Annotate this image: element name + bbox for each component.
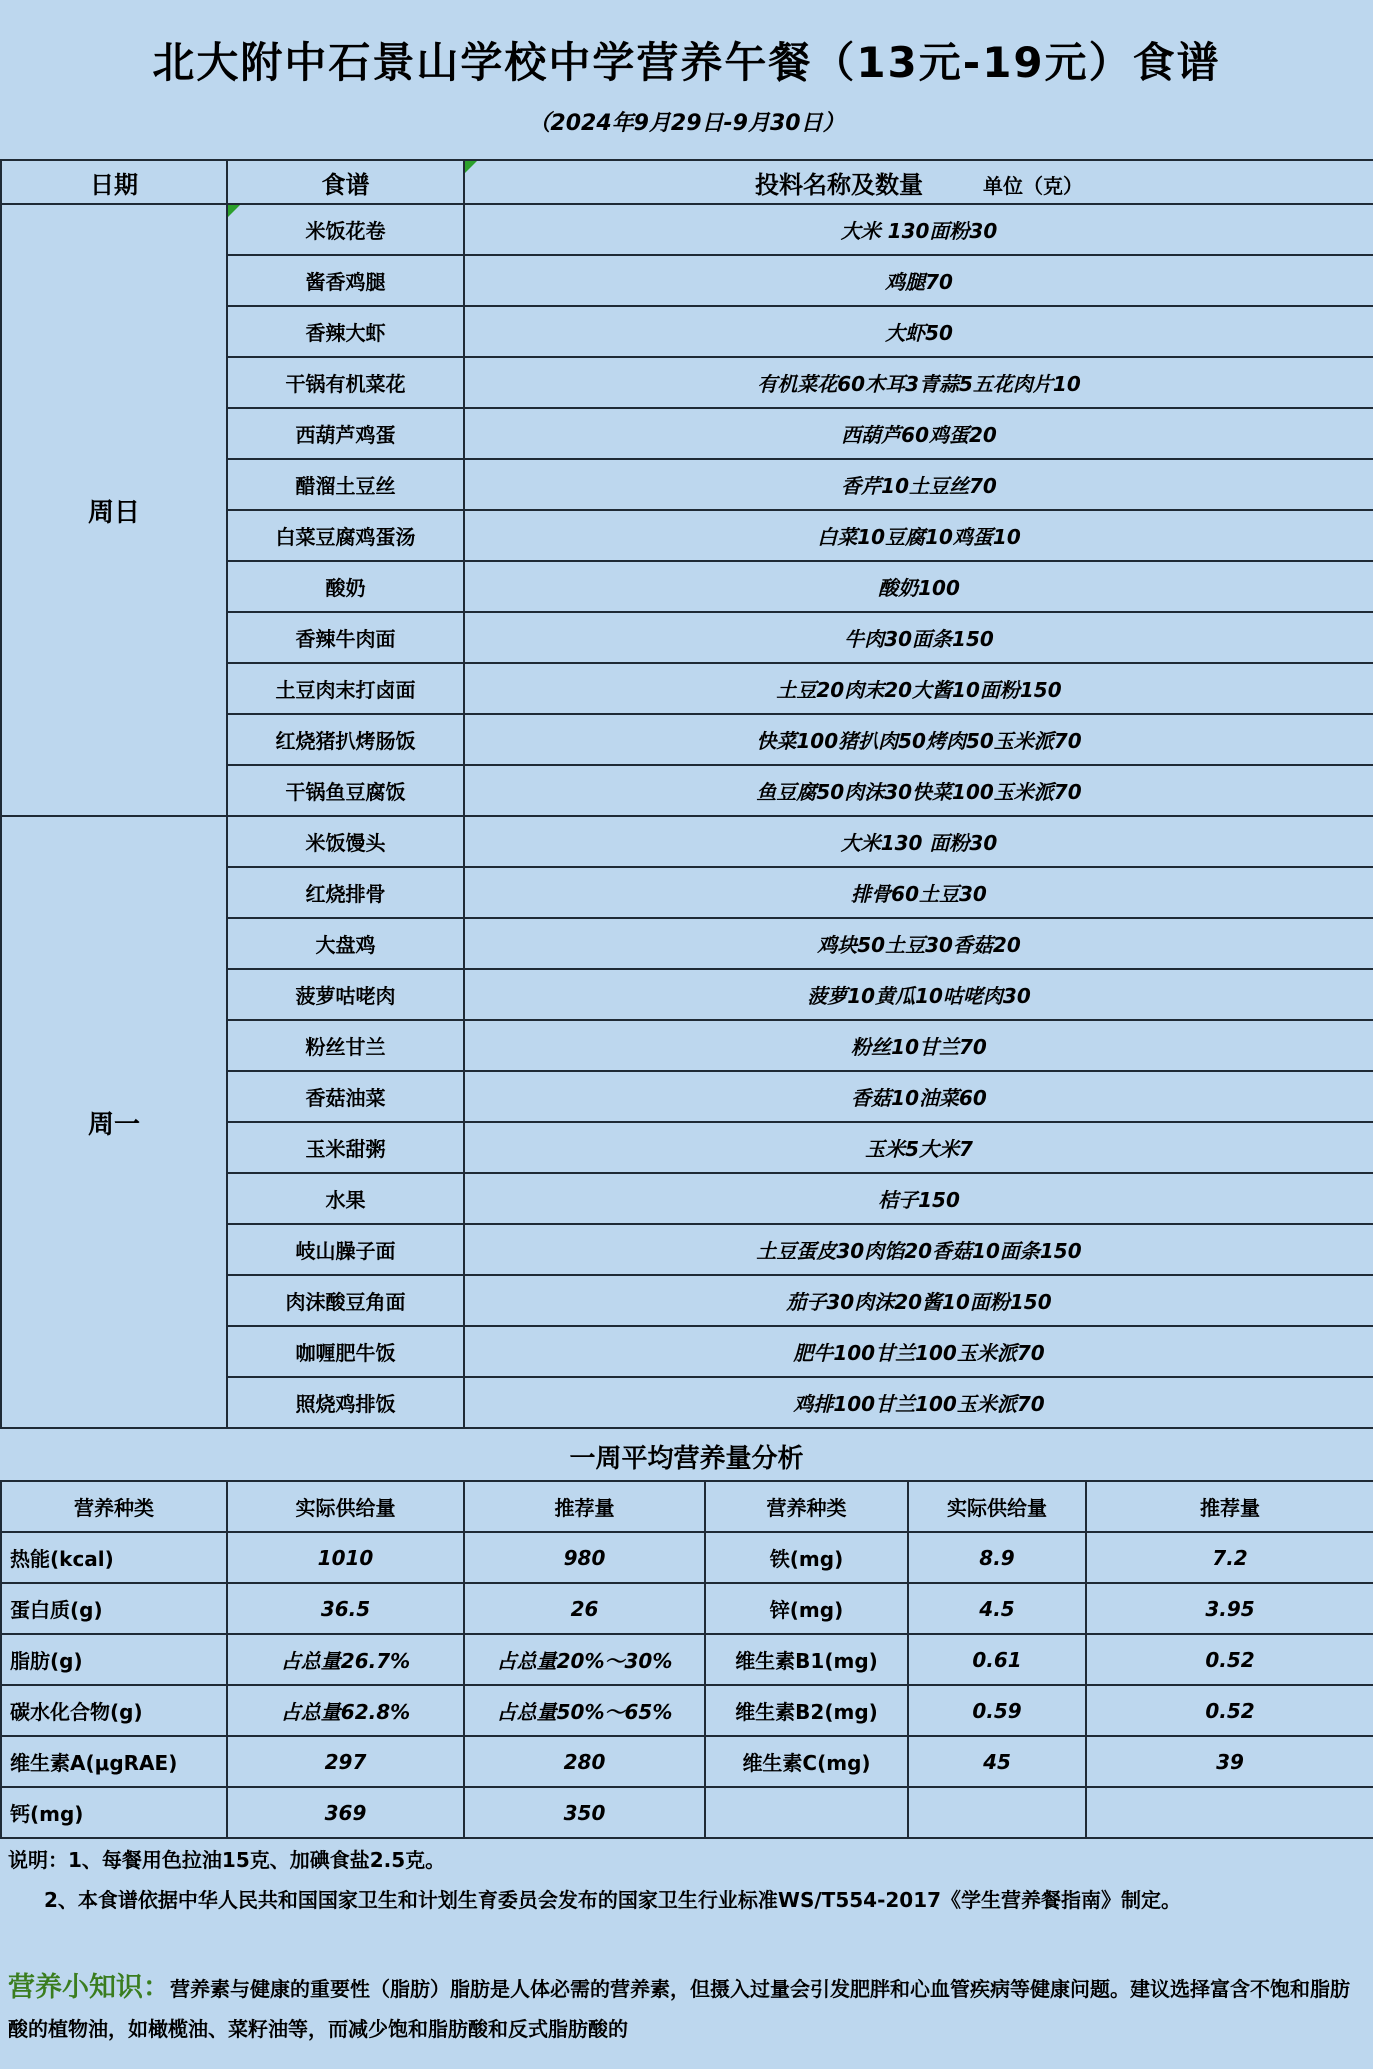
- dish-ingredients: 排骨60土豆30: [464, 867, 1373, 918]
- dish-name: 照烧鸡排饭: [227, 1377, 464, 1428]
- dish-ingredients: 香菇10油菜60: [464, 1071, 1373, 1122]
- dish-name: 香辣大虾: [227, 306, 464, 357]
- nutrition-header: 实际供给量: [227, 1481, 464, 1532]
- day-cell-monday: 周一: [1, 816, 227, 1428]
- dish-ingredients: 大米 130面粉30: [464, 204, 1373, 255]
- menu-header-row: [1, 160, 1373, 204]
- date-range: （2024年9月29日-9月30日）: [528, 111, 845, 136]
- dish-name: 西葫芦鸡蛋: [227, 408, 464, 459]
- dish-name: 酱香鸡腿: [227, 255, 464, 306]
- nutrition-header: 实际供给量: [908, 1481, 1086, 1532]
- nutrition-tip: [8, 1968, 1368, 2049]
- nutrient-name: 维生素A(μgRAE): [1, 1736, 227, 1787]
- nutrient-name: 维生素B1(mg): [705, 1634, 908, 1685]
- dish-ingredients: 鸡排100甘兰100玉米派70: [464, 1377, 1373, 1428]
- dish-ingredients: 土豆20肉末20大酱10面粉150: [464, 663, 1373, 714]
- nutrient-name: 锌(mg): [705, 1583, 908, 1634]
- nutrient-actual: 297: [227, 1736, 464, 1787]
- dish-ingredients: 菠萝10黄瓜10咕咾肉30: [464, 969, 1373, 1020]
- nutrient-recommended: 280: [464, 1736, 705, 1787]
- nutrient-actual: 36.5: [227, 1583, 464, 1634]
- nutrient-recommended: 占总量50%～65%: [464, 1685, 705, 1736]
- header-unit: 单位（克）: [983, 173, 1083, 198]
- nutrient-recommended: 980: [464, 1532, 705, 1583]
- tip-label: 营养小知识：: [8, 1972, 170, 2003]
- nutrient-name: 钙(mg): [1, 1787, 227, 1838]
- nutrient-recommended: 0.52: [1086, 1634, 1373, 1685]
- nutrient-actual: 369: [227, 1787, 464, 1838]
- nutrient-actual: 1010: [227, 1532, 464, 1583]
- nutrition-row: [1, 1787, 1373, 1838]
- nutrient-actual: [908, 1787, 1086, 1838]
- nutrient-actual: 占总量26.7%: [227, 1634, 464, 1685]
- nutrient-recommended: 占总量20%～30%: [464, 1634, 705, 1685]
- header-recipe: 食谱: [227, 160, 464, 204]
- nutrient-recommended: 3.95: [1086, 1583, 1373, 1634]
- page-title: 北大附中石景山学校中学营养午餐（13元-19元）食谱: [152, 38, 1221, 87]
- nutrient-name: 维生素C(mg): [705, 1736, 908, 1787]
- dish-ingredients: 快菜100猪扒肉50烤肉50玉米派70: [464, 714, 1373, 765]
- nutrient-recommended: 0.52: [1086, 1685, 1373, 1736]
- dish-name: 米饭馒头: [227, 816, 464, 867]
- note-line-1: 说明：1、每餐用色拉油15克、加碘食盐2.5克。: [8, 1848, 446, 1872]
- dish-name: 酸奶: [227, 561, 464, 612]
- nutrient-name: 碳水化合物(g): [1, 1685, 227, 1736]
- dish-ingredients: 牛肉30面条150: [464, 612, 1373, 663]
- dish-name: 红烧猪扒烤肠饭: [227, 714, 464, 765]
- nutrient-name: 蛋白质(g): [1, 1583, 227, 1634]
- header-ingredients: [464, 160, 1373, 204]
- dish-ingredients: 西葫芦60鸡蛋20: [464, 408, 1373, 459]
- nutrient-recommended: [1086, 1787, 1373, 1838]
- dish-ingredients: 鱼豆腐50肉沫30快菜100玉米派70: [464, 765, 1373, 816]
- dish-name: 咖喱肥牛饭: [227, 1326, 464, 1377]
- dish-name: 岐山臊子面: [227, 1224, 464, 1275]
- nutrition-header-row: [1, 1481, 1373, 1532]
- dish-ingredients: 酸奶100: [464, 561, 1373, 612]
- dish-ingredients: 玉米5大米7: [464, 1122, 1373, 1173]
- dish-name: 大盘鸡: [227, 918, 464, 969]
- dish-name: 水果: [227, 1173, 464, 1224]
- nutrition-row: [1, 1634, 1373, 1685]
- nutrient-recommended: 39: [1086, 1736, 1373, 1787]
- nutrition-row: [1, 1583, 1373, 1634]
- nutrient-actual: 0.61: [908, 1634, 1086, 1685]
- dish-ingredients: 白菜10豆腐10鸡蛋10: [464, 510, 1373, 561]
- dish-ingredients: 大米130 面粉30: [464, 816, 1373, 867]
- dish-name: 干锅鱼豆腐饭: [227, 765, 464, 816]
- dish-ingredients: 肥牛100甘兰100玉米派70: [464, 1326, 1373, 1377]
- nutrient-recommended: 350: [464, 1787, 705, 1838]
- dish-name: 肉沫酸豆角面: [227, 1275, 464, 1326]
- nutrient-recommended: 7.2: [1086, 1532, 1373, 1583]
- nutrient-name: [705, 1787, 908, 1838]
- nutrient-actual: 45: [908, 1736, 1086, 1787]
- dish-ingredients: 大虾50: [464, 306, 1373, 357]
- nutrition-header: 营养种类: [1, 1481, 227, 1532]
- nutrient-name: 热能(kcal): [1, 1532, 227, 1583]
- nutrition-header: 推荐量: [464, 1481, 705, 1532]
- dish-name: 香菇油菜: [227, 1071, 464, 1122]
- dish-name: 红烧排骨: [227, 867, 464, 918]
- nutrition-row: [1, 1685, 1373, 1736]
- dish-ingredients: 鸡腿70: [464, 255, 1373, 306]
- dish-ingredients: 桔子150: [464, 1173, 1373, 1224]
- tip-text: 营养素与健康的重要性（脂肪）脂肪是人体必需的营养素，但摄入过量会引发肥胖和心血管疾病等健康问题。建议选择富含不饱和脂肪酸的植物油，如橄榄油、菜籽油等，而减少饱和脂肪酸和反式脂肪酸的: [8, 1977, 1350, 2041]
- dish-name: 菠萝咕咾肉: [227, 969, 464, 1020]
- nutrient-actual: 0.59: [908, 1685, 1086, 1736]
- nutrient-actual: 4.5: [908, 1583, 1086, 1634]
- nutrition-row: [1, 1736, 1373, 1787]
- nutrition-header: 推荐量: [1086, 1481, 1373, 1532]
- dish-name: 白菜豆腐鸡蛋汤: [227, 510, 464, 561]
- menu-row: [1, 816, 1373, 867]
- dish-name: 土豆肉末打卤面: [227, 663, 464, 714]
- menu-table: [0, 159, 1373, 1429]
- header-ingredients-label: 投料名称及数量: [755, 170, 923, 199]
- day-cell-sunday: 周日: [1, 204, 227, 816]
- dish-name: 醋溜土豆丝: [227, 459, 464, 510]
- dish-name: 干锅有机菜花: [227, 357, 464, 408]
- dish-name: 粉丝甘兰: [227, 1020, 464, 1071]
- nutrient-name: 脂肪(g): [1, 1634, 227, 1685]
- note-line-2: 2、本食谱依据中华人民共和国国家卫生和计划生育委员会发布的国家卫生行业标准WS/T554-2017《学生营养餐指南》制定。: [44, 1888, 1182, 1912]
- nutrient-name: 维生素B2(mg): [705, 1685, 908, 1736]
- nutrition-header: 营养种类: [705, 1481, 908, 1532]
- nutrition-row: [1, 1532, 1373, 1583]
- dish-ingredients: 有机菜花60木耳3青蒜5五花肉片10: [464, 357, 1373, 408]
- nutrient-actual: 占总量62.8%: [227, 1685, 464, 1736]
- nutrient-name: 铁(mg): [705, 1532, 908, 1583]
- dish-ingredients: 茄子30肉沫20酱10面粉150: [464, 1275, 1373, 1326]
- header-date: 日期: [1, 160, 227, 204]
- menu-row: [1, 204, 1373, 255]
- dish-name: 玉米甜粥: [227, 1122, 464, 1173]
- nutrition-table: [0, 1480, 1373, 1839]
- dish-ingredients: 鸡块50土豆30香菇20: [464, 918, 1373, 969]
- nutrition-title: 一周平均营养量分析: [569, 1444, 804, 1474]
- dish-ingredients: 土豆蛋皮30肉馅20香菇10面条150: [464, 1224, 1373, 1275]
- nutrient-recommended: 26: [464, 1583, 705, 1634]
- dish-name: 米饭花卷: [227, 204, 464, 255]
- dish-ingredients: 粉丝10甘兰70: [464, 1020, 1373, 1071]
- dish-ingredients: 香芹10土豆丝70: [464, 459, 1373, 510]
- nutrient-actual: 8.9: [908, 1532, 1086, 1583]
- dish-name: 香辣牛肉面: [227, 612, 464, 663]
